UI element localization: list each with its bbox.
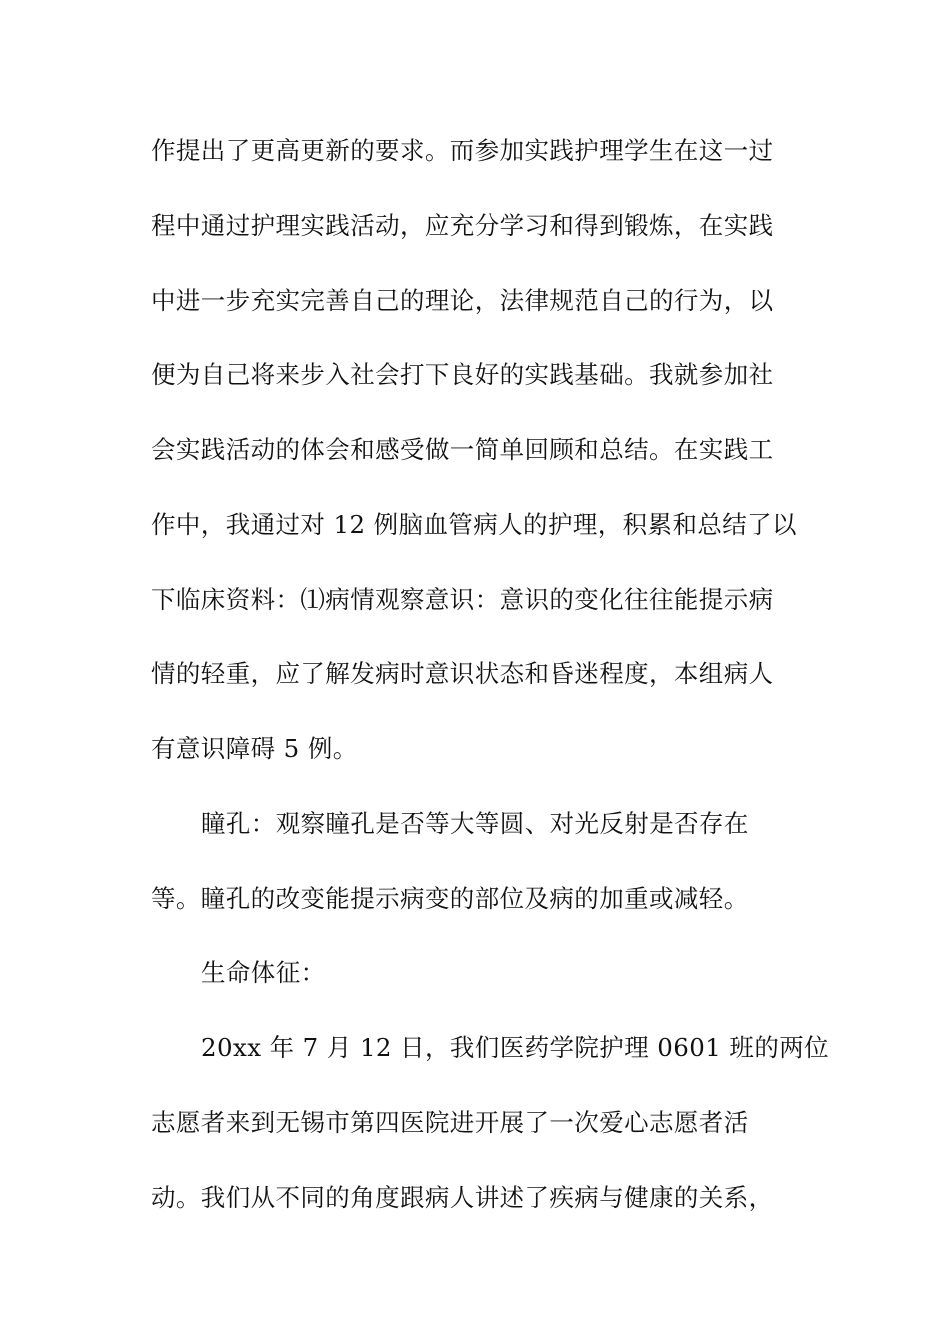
- text-line: 作中，我通过对 12 例脑血管病人的护理，积累和总结了以: [151, 510, 797, 539]
- text-line: 下临床资料：⑴病情观察意识：意识的变化往往能提示病: [151, 585, 774, 614]
- text-line: 情的轻重，应了解发病时意识状态和昏迷程度，本组病人: [151, 659, 774, 688]
- text-line: 会实践活动的体会和感受做一简单回顾和总结。在实践工: [151, 435, 774, 464]
- text-line: 瞳孔：观察瞳孔是否等大等圆、对光反射是否存在: [201, 809, 749, 838]
- text-line: 等。瞳孔的改变能提示病变的部位及病的加重或减轻。: [151, 884, 749, 913]
- text-line: 动。我们从不同的角度跟病人讲述了疾病与健康的关系，: [151, 1183, 774, 1212]
- text-line: 20xx 年 7 月 12 日，我们医药学院护理 0601 班的两位: [201, 1033, 830, 1062]
- text-line: 生命体征：: [201, 958, 326, 987]
- text-line: 程中通过护理实践活动，应充分学习和得到锻炼，在实践: [151, 211, 774, 240]
- text-line: 中进一步充实完善自己的理论，法律规范自己的行为，以: [151, 286, 774, 315]
- text-line: 志愿者来到无锡市第四医院进开展了一次爱心志愿者活: [151, 1108, 749, 1137]
- text-line: 便为自己将来步入社会打下良好的实践基础。我就参加社: [151, 360, 774, 389]
- text-line: 有意识障碍 5 例。: [151, 734, 358, 763]
- text-line: 作提出了更高更新的要求。而参加实践护理学生在这一过: [151, 136, 774, 165]
